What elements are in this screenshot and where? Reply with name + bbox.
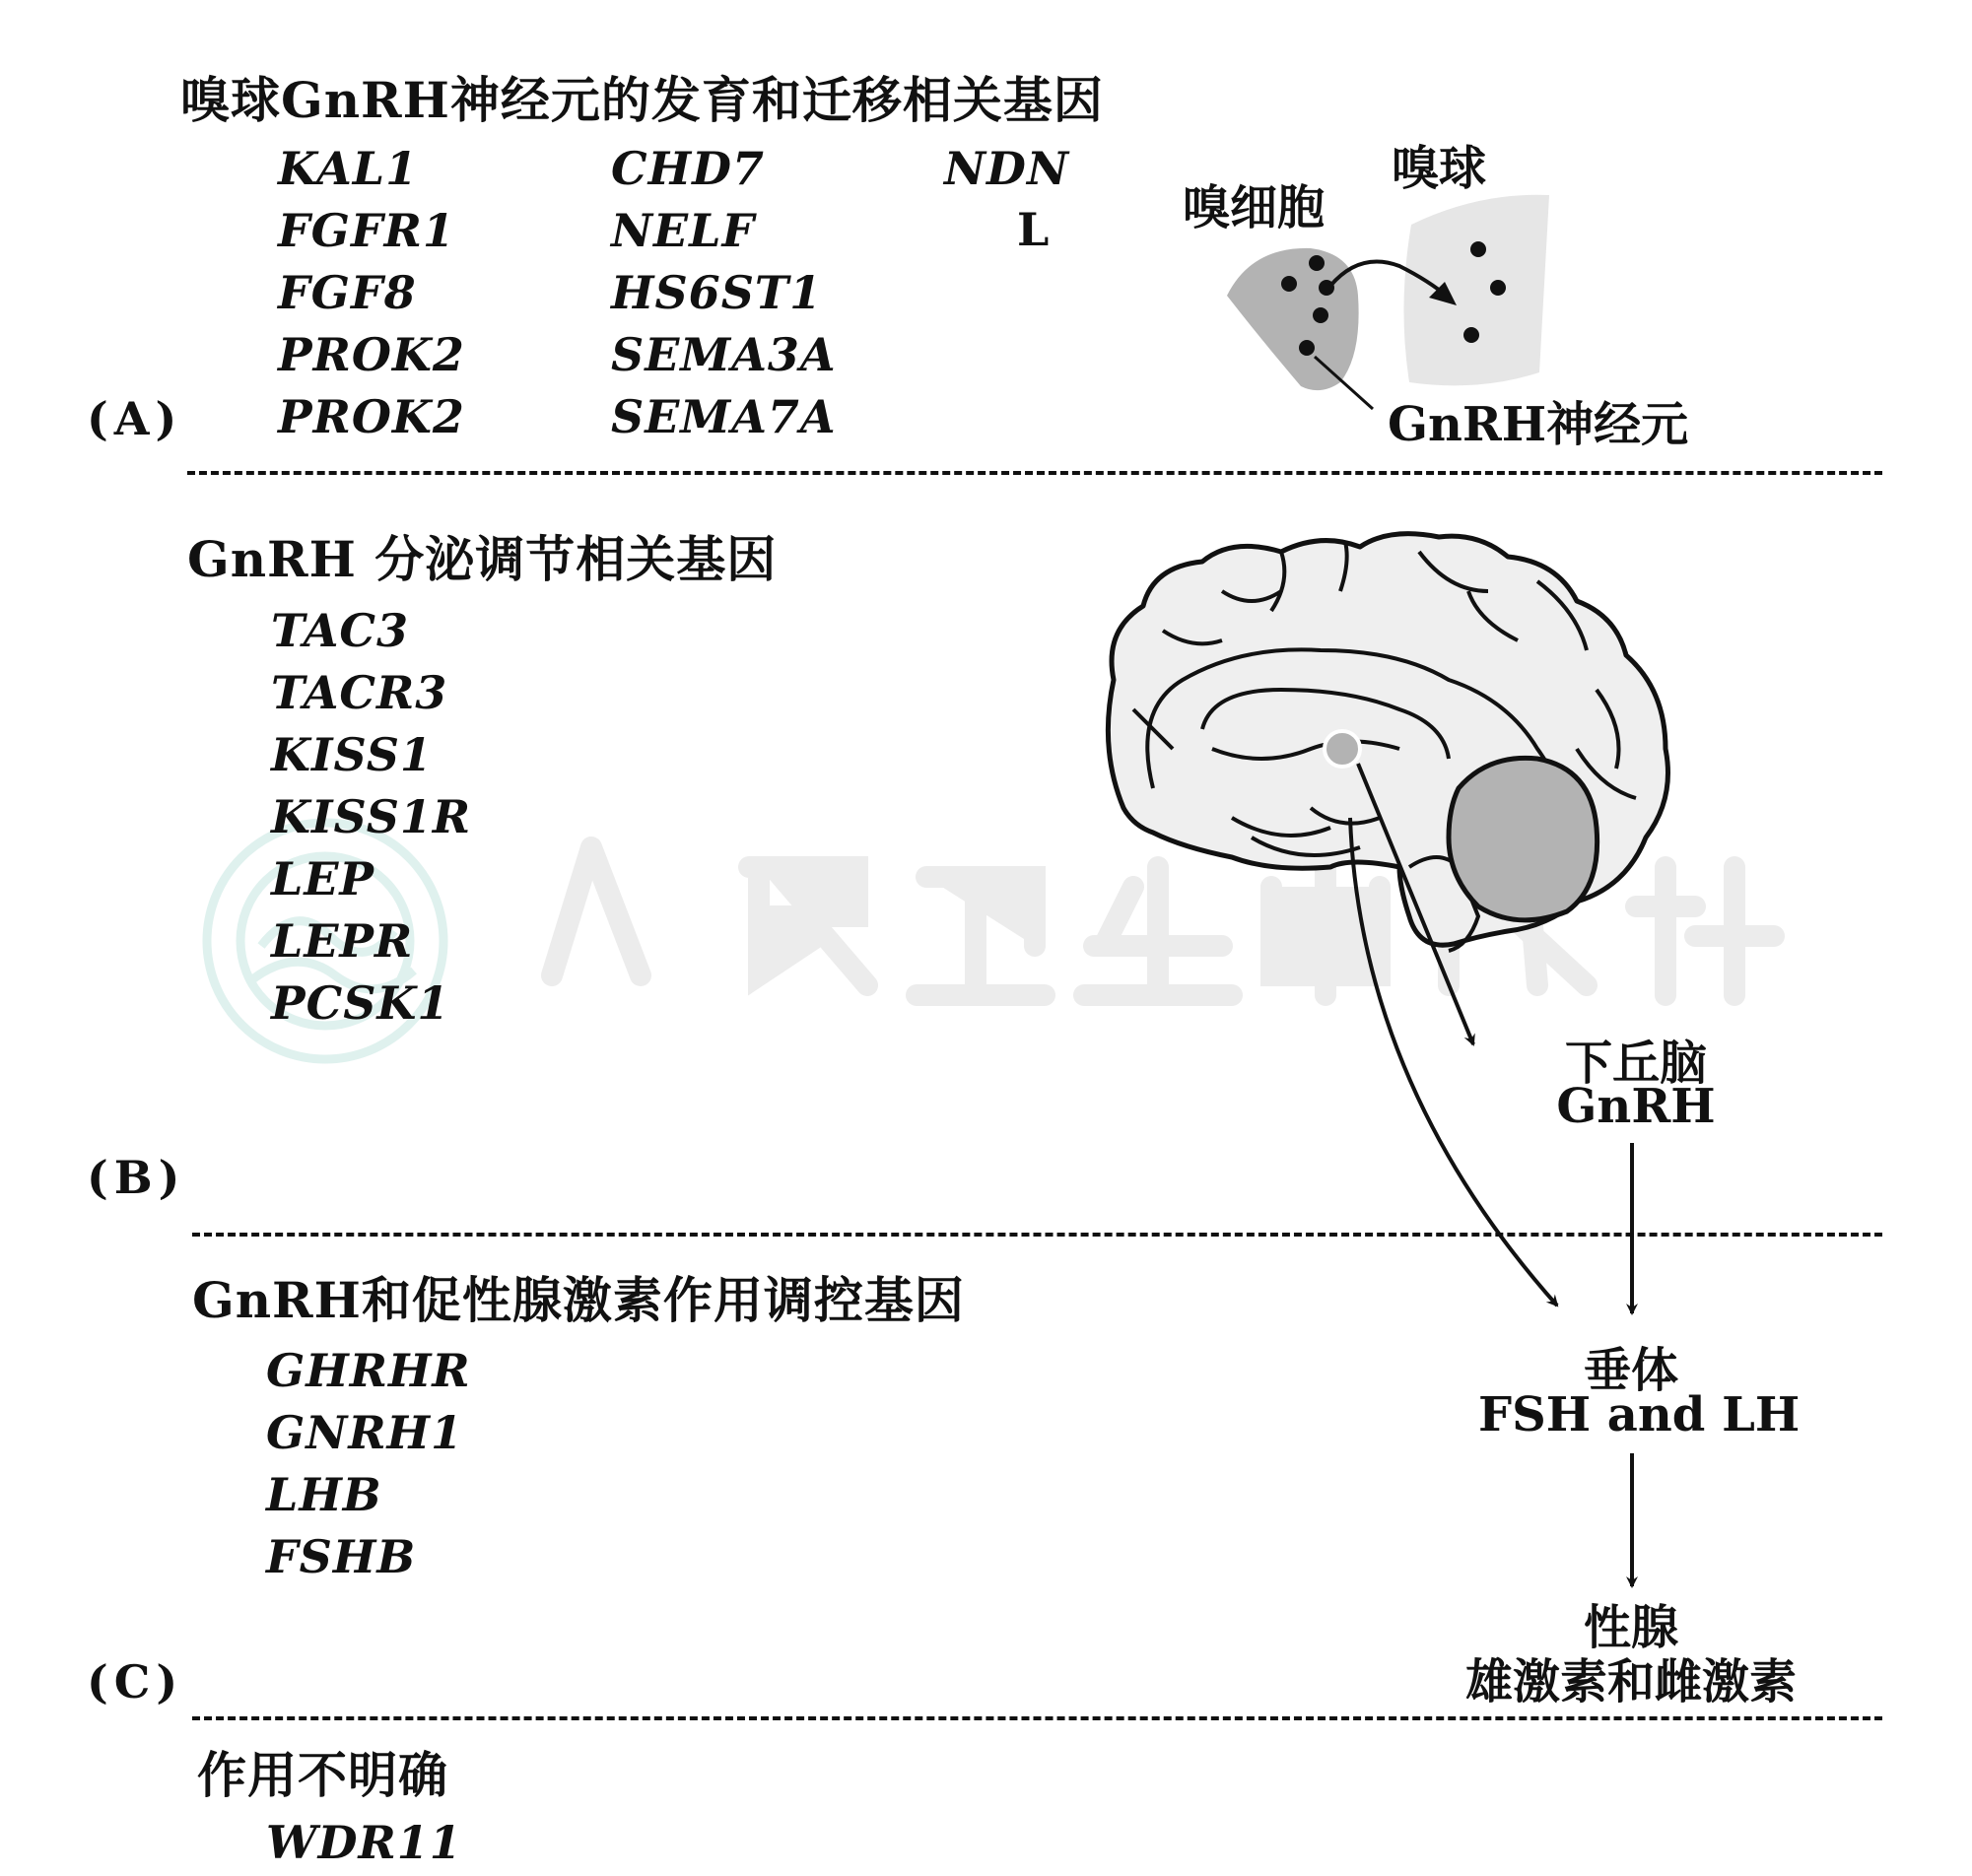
panel-b-heading: GnRH 分泌调节相关基因 [187,530,778,588]
gene-name: SEMA7A [611,390,837,443]
gene-name: GHRHR [266,1344,471,1397]
gene-name: PCSK1 [271,976,450,1030]
panel-d-heading: 作用不明确 [197,1746,448,1804]
panel-b-label: (B) [87,1151,186,1204]
gene-name: L [1017,203,1051,256]
gonad-label: 性腺 [1583,1600,1678,1655]
olfactory-cell-label: 嗅细胞 [1183,180,1326,235]
gene-name: GNRH1 [266,1406,464,1459]
section-divider [192,1233,1882,1237]
gene-name: HS6ST1 [611,266,823,319]
olfactory-bulb-label: 嗅球 [1392,141,1487,196]
gene-name: NDN [944,142,1069,195]
gene-name: LHB [266,1468,382,1521]
fsh-lh-label: FSH and LH [1478,1387,1801,1442]
gene-name: FGFR1 [278,204,455,257]
gene-name: FGF8 [278,266,417,319]
gene-name: CHD7 [611,142,765,195]
gnrh-label: GnRH [1556,1079,1716,1134]
panel-c-gene-column [266,1340,471,1588]
gene-name: WDR11 [266,1816,462,1869]
sex-hormones-label: 雄激素和雌激素 [1464,1654,1797,1709]
panel-c-label: (C) [87,1655,184,1708]
gene-name: SEMA3A [611,328,837,381]
panel-a-label: (A) [87,392,183,445]
gene-name: PROK2 [278,390,465,443]
gnrh-neuron-label: GnRH神经元 [1388,397,1689,452]
gene-name: PROK2 [278,328,465,381]
panel-a-heading: 嗅球GnRH神经元的发育和迁移相关基因 [180,71,1104,129]
cerebellum [1449,758,1598,920]
section-divider [192,1716,1882,1720]
gene-name: KISS1R [271,790,472,843]
panel-c-heading: GnRH和促性腺激素作用调控基因 [192,1271,965,1329]
hypothalamus-marker [1325,731,1360,767]
gene-name: LEP [271,852,374,905]
gene-name: FSHB [266,1530,417,1583]
pituitary-label: 垂体 [1583,1343,1678,1398]
hypothalamus-label: 下丘脑 [1564,1036,1707,1091]
gene-name: KAL1 [278,142,419,195]
gene-name: LEPR [271,914,414,968]
gene-name: NELF [611,204,756,257]
gene-name: KISS1 [271,728,433,781]
gene-name: TACR3 [271,666,448,719]
gene-name: TAC3 [271,604,410,657]
